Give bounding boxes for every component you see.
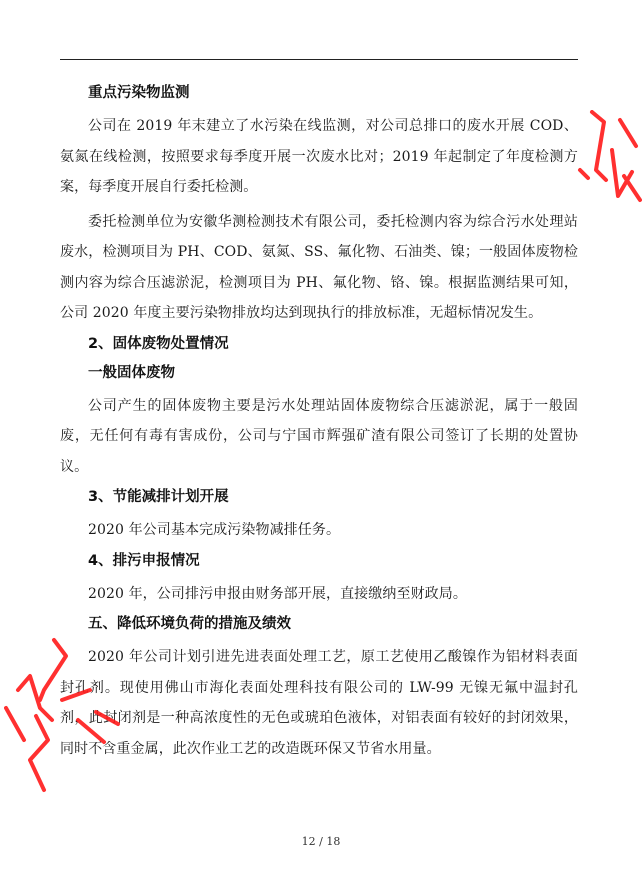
section-heading: 重点污染物监测: [88, 85, 190, 101]
section-heading: 一般固体废物: [88, 364, 175, 381]
section-emission-declaration: [60, 550, 578, 610]
section-energy-saving: [60, 486, 578, 546]
section-heading: 4、排污申报情况: [88, 552, 200, 569]
page-number: 12 / 18: [301, 835, 341, 848]
paragraph: 2020 年公司基本完成污染物减排任务。: [88, 522, 341, 538]
paragraph: 公司在 2019 年末建立了水污染在线监测，对公司总排口的废水开展 COD、氨氮在线检测，按照要求每季度开展一次废水比对；2019 年起制定了年度检测方案，每季度开展自行委托检测。: [60, 118, 578, 195]
stamp-mark-right: [580, 112, 640, 200]
section-heading: 3、节能减排计划开展: [88, 489, 229, 505]
paragraph: 委托检测单位为安徽华测检测技术有限公司，委托检测内容为综合污水处理站废水，检测项目为 PH、COD、氨氮、SS、氟化物、石油类、镍；一般固体废物检测内容为综合压滤淤泥，检测项目为 PH、氟化物、铬、镍。根据监测结果可知，公司 2020 年度主要污染物排放均达到现执行的排放标准，无超标情况发生。: [60, 213, 578, 321]
section-heading: 五、降低环境负荷的措施及绩效: [88, 616, 291, 632]
paragraph: 公司产生的固体废物主要是污水处理站固体废物综合压滤淤泥，属于一般固废，无任何有毒有害成份，公司与宁国市辉强矿渣有限公司签订了长期的处置协议。: [60, 397, 578, 475]
document-body: [60, 82, 578, 768]
section-heading: 2、固体废物处置情况: [88, 335, 229, 352]
section-monitoring: [60, 82, 578, 329]
section-load-reduction: [60, 613, 578, 764]
section-solid-waste: [60, 333, 578, 356]
header-rule: [60, 59, 578, 60]
paragraph: 2020 年，公司排污申报由财务部开展，直接缴纳至财政局。: [88, 585, 467, 602]
section-general-solid-waste: [60, 362, 578, 483]
paragraph: 2020 年公司计划引进先进表面处理工艺，原工艺使用乙酸镍作为铝材料表面封孔剂。现使用佛山市海化表面处理科技有限公司的 LW-99 无镍无氟中温封孔剂，此封闭剂是一种高浓度性的无色或琥珀色液体，对铝表面有较好的封闭效果，同时不含重金属，此次作业工艺的改造既环保又节省水用量。: [60, 649, 578, 757]
